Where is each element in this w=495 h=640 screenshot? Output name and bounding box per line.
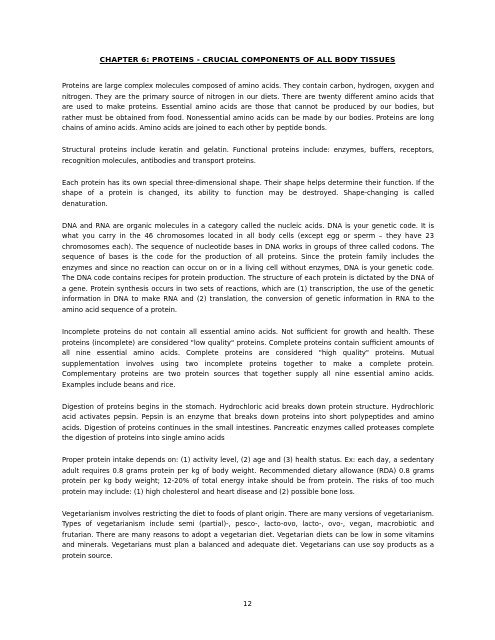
body-text — [62, 81, 434, 573]
paragraph-digestion: Digestion of proteins begins in the stomach. Hydrochloric acid breaks down protein structure. Hydrochloric acid activates pepsin. Pepsin is an enzyme that breaks down proteins into short polypeptides and amino acids. Digestion of proteins continues in the small intestines. Pancreatic enzymes called proteases complete the digestion of proteins into single amino acids — [62, 402, 434, 443]
paragraph-complete-incomplete: Incomplete proteins do not contain all essential amino acids. Not sufficient for growth and health. These proteins (incomplete) are considered "low quality" proteins. Complete proteins contain sufficient amounts of all nine essential amino acids. Complete proteins are considered "high quality" proteins. Mutual supplementation involves using two incomplete proteins together to make a complete protein. Complementary proteins are two protein sources that together supply all nine essential amino acids. Examples include beans and rice. — [62, 327, 434, 389]
chapter-title: CHAPTER 6: PROTEINS - CRUCIAL COMPONENTS OF ALL BODY TISSUES — [99, 55, 396, 64]
paragraph-vegetarianism: Vegetarianism involves restricting the diet to foods of plant origin. There are many versions of vegetarianism. Types of vegetarianism include semi (partial)-, pesco-, lacto-ovo, lacto-, ovo-, vegan, macrobiotic and frutarian. There are many reasons to adopt a vegetarian diet. Vegetarian diets can be low in some vitamins and minerals. Vegetarians must plan a balanced and adequate diet. Vegetarians can use soy products as a protein source. — [62, 509, 434, 560]
page-number: 12 — [243, 600, 252, 608]
paragraph-protein-intake: Proper protein intake depends on: (1) activity level, (2) age and (3) health status. Ex: each day, a sedentary adult requires 0.8 grams protein per kg of body weight. Recommended dietary allowance (RDA) 0.8 grams protein per kg body weight; 12-20% of total energy intake should be from protein. The risks of too much protein may include: (1) high cholesterol and heart disease and (2) possible bone loss. — [62, 456, 434, 496]
paragraph-protein-basics: Proteins are large complex molecules composed of amino acids. They contain carbon, hydrogen, oxygen and nitrogen. They are the primary source of nitrogen in our diets. There are twenty different amino acids that are used to make proteins. Essential amino acids are those that cannot be produced by our bodies, but rather must be obtained from food. Nonessential amino acids can be made by our bodies. Proteins are long chains of amino acids. Amino acids are joined to each other by peptide bonds. — [62, 82, 434, 133]
paragraph-protein-shape: Each protein has its own special three-dimensional shape. Their shape helps determine their function. If the shape of a protein is changed, its ability to function may be destroyed. Shape-changing is called denaturation. — [62, 178, 434, 208]
paragraph-dna-rna: DNA and RNA are organic molecules in a category called the nucleic acids. DNA is your genetic code. It is what you carry in the 46 chromosomes located in all body cells (except egg or sperm – they have 23 chromosomes each). The sequence of nucleotide bases in DNA works in groups of three called codons. The sequence of bases is the code for the production of all proteins. Since the protein family includes the enzymes and since no reaction can occur on or in a living cell without enzymes, DNA is your genetic code. The DNA code contains recipes for protein production. The structure of each protein is dictated by the DNA of a gene. Protein synthesis occurs in two sets of reactions, which are (1) transcription, the use of the genetic information in DNA to make RNA and (2) translation, the conversion of genetic information in RNA to the amino acid sequence of a protein. — [62, 221, 434, 315]
paragraph-structural-functional: Structural proteins include keratin and gelatin. Functional proteins include: enzymes, buffers, receptors, recognition molecules, antibodies and transport proteins. — [62, 146, 434, 165]
